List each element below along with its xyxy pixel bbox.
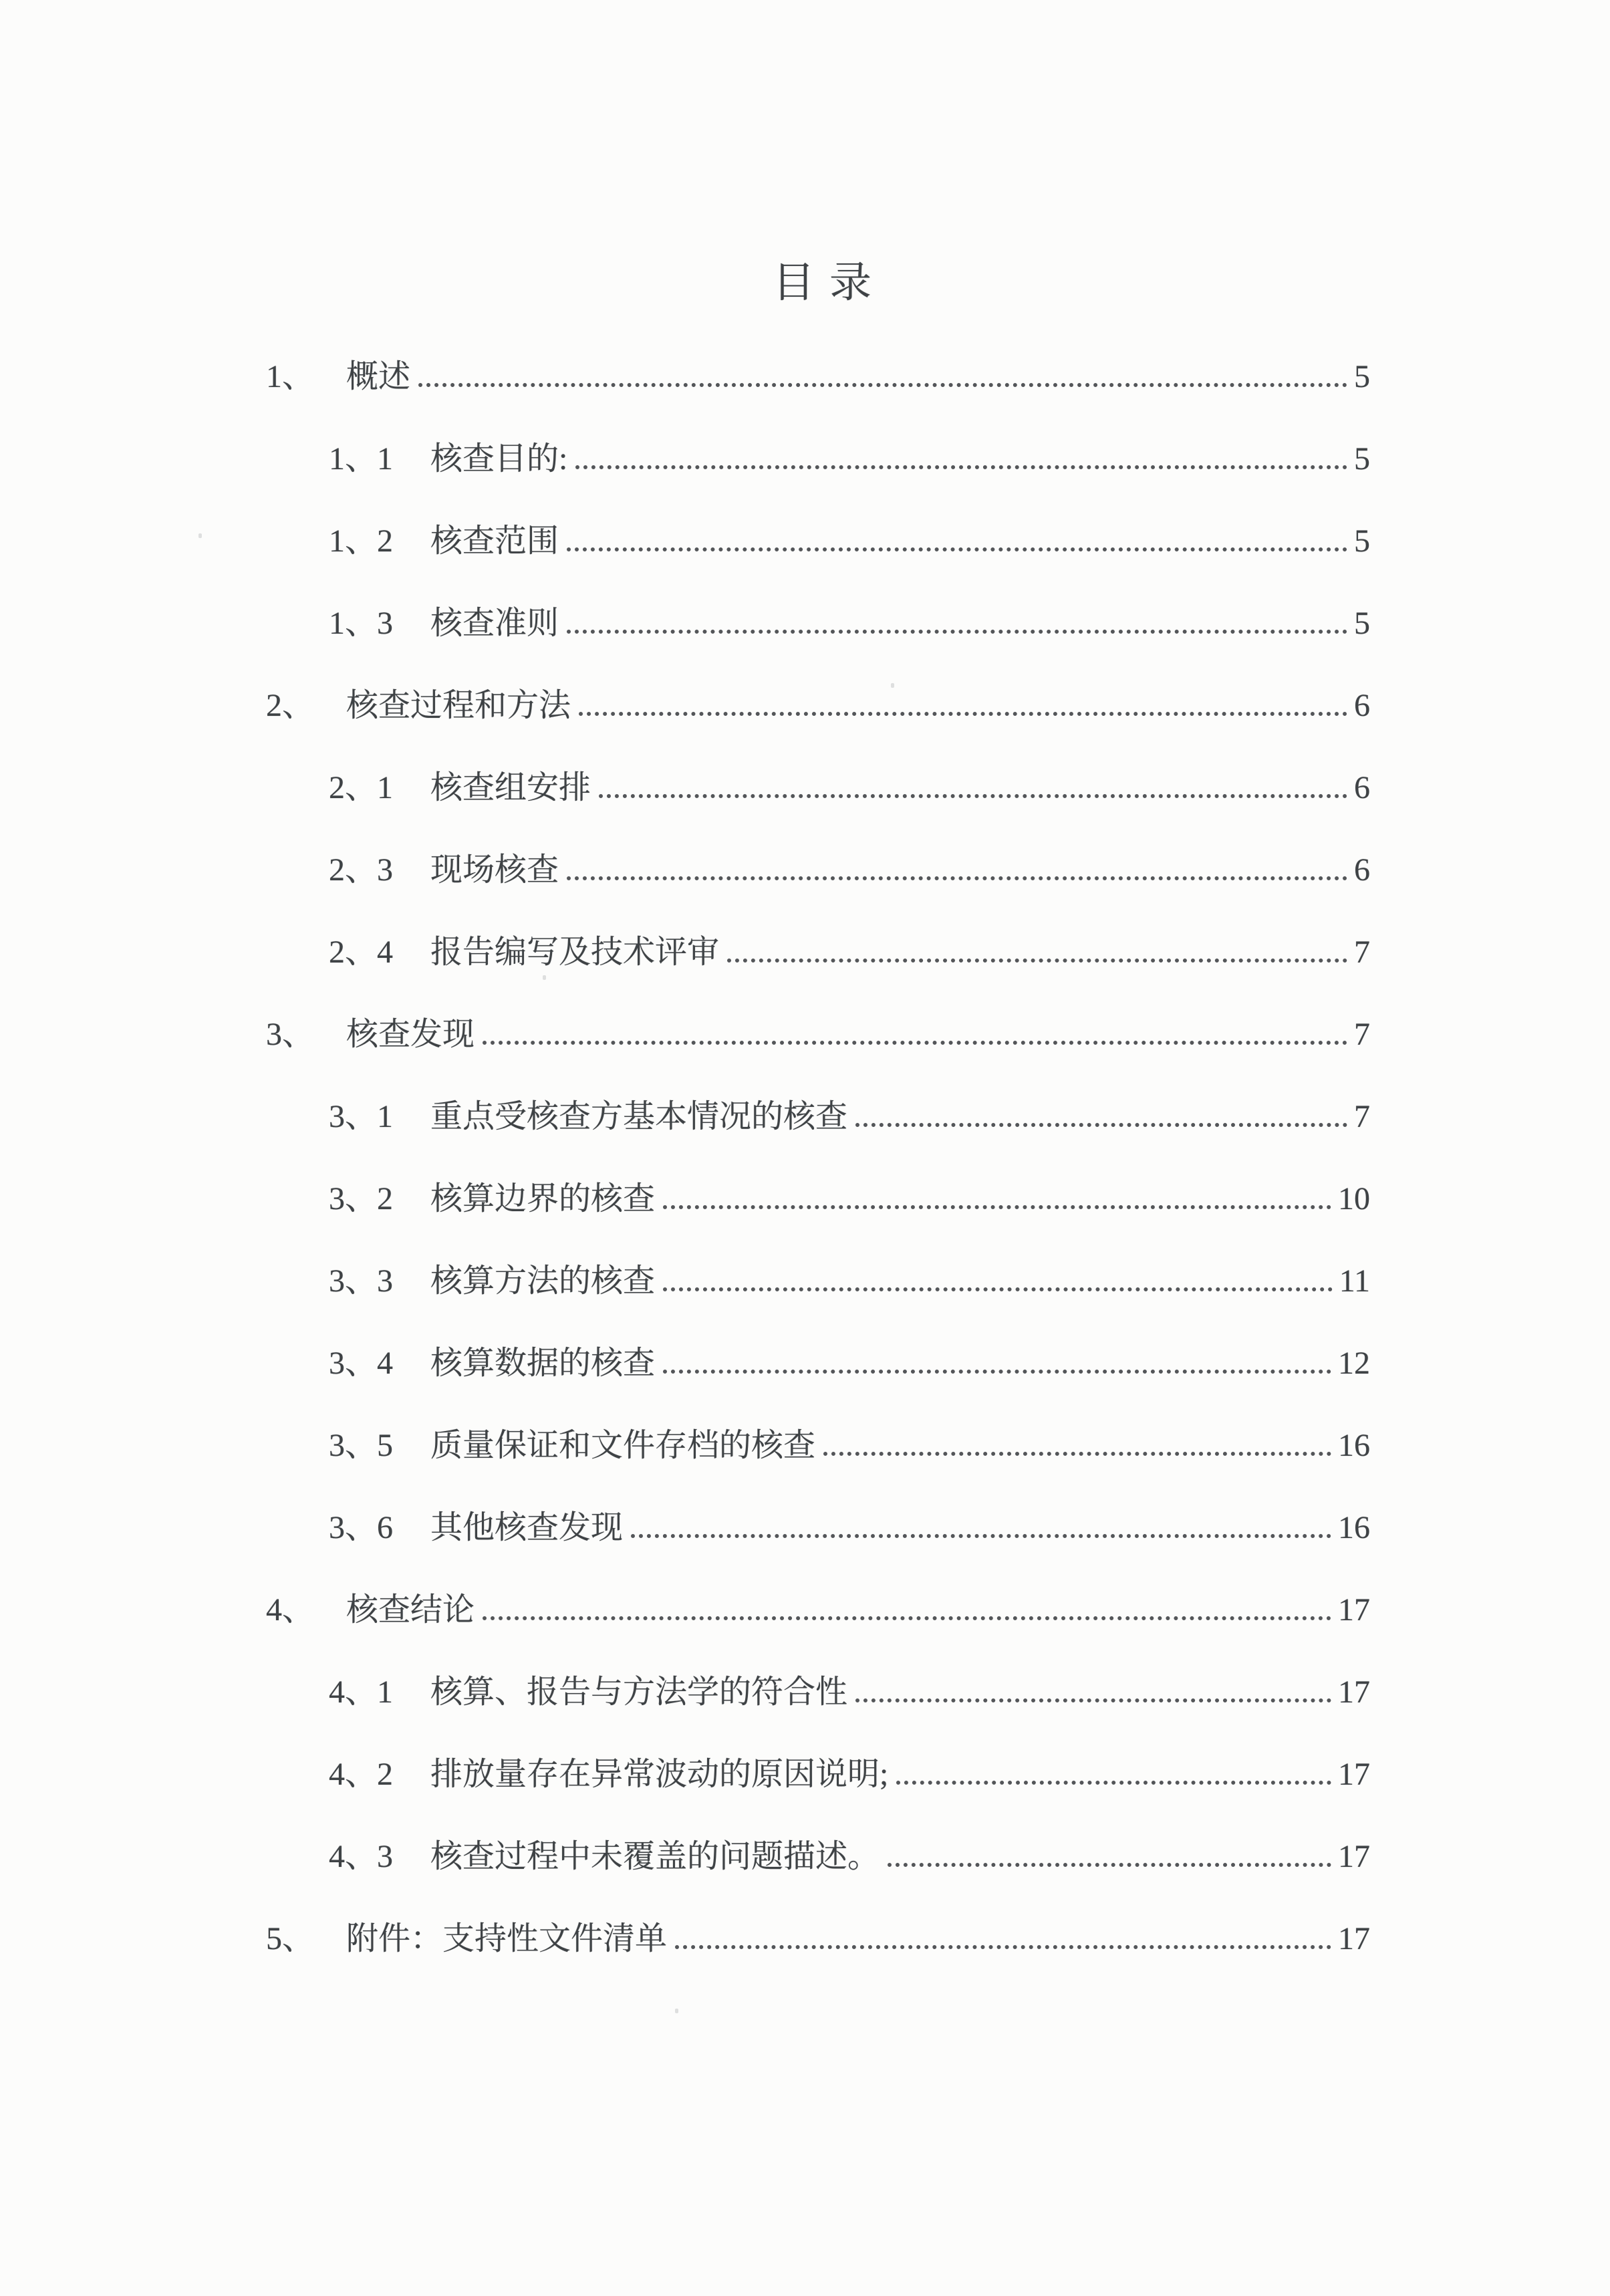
toc-entry [266,1658,1370,1708]
toc-entry-page: 17 [1338,1757,1370,1792]
toc-entry-label: 核算、报告与方法学的符合性 [430,1674,848,1710]
toc-entry [266,836,1370,886]
dotted-leader [483,1041,1347,1045]
page-title: 目录 [773,259,886,306]
dotted-leader [599,794,1347,798]
toc-entry [266,424,1370,475]
toc-entry-page: 10 [1338,1181,1370,1217]
dotted-leader [896,1781,1331,1785]
toc-entry-number: 2、4 [329,934,394,970]
toc-entry-number: 3、 [266,1017,315,1052]
toc-entry [266,1575,1370,1626]
toc-entry-page: 6 [1354,688,1370,723]
scan-speck [543,975,546,980]
toc-entry-page: 17 [1338,1921,1370,1956]
toc-entry-page: 17 [1338,1592,1370,1628]
toc-entry-number: 3、6 [329,1510,394,1545]
toc-entry-page: 7 [1354,1017,1370,1052]
toc-entry-number: 4、3 [329,1839,394,1874]
toc-entry [266,507,1370,557]
toc-entry-label: 现场核查 [430,852,559,888]
toc-entry-label: 核查组安排 [430,770,591,805]
toc-entry-number: 1、1 [329,441,394,477]
toc-entry-label: 核查结论 [346,1592,475,1628]
toc-entry-number: 2、3 [329,852,394,888]
toc-entry-page: 7 [1354,1099,1370,1134]
toc-entry-label: 核查过程和方法 [346,688,571,723]
toc-entry [266,1082,1370,1133]
dotted-leader [727,959,1347,963]
toc-entry-label: 核算边界的核查 [430,1181,656,1217]
dotted-leader [418,383,1347,387]
toc-entry-page: 5 [1354,359,1370,394]
dotted-leader [855,1698,1331,1702]
toc-entry-number: 2、 [266,688,315,723]
dotted-leader [675,1945,1331,1949]
toc-entry-label: 核算数据的核查 [430,1346,656,1381]
toc-entry-label: 核查范围 [430,523,559,559]
toc-entry [266,342,1370,393]
toc-entry-number: 3、2 [329,1181,394,1217]
toc-entry [266,1247,1370,1297]
toc-entry-page: 17 [1338,1839,1370,1874]
dotted-leader [575,465,1347,469]
toc-entry [266,1164,1370,1215]
toc-entry-number: 4、2 [329,1757,394,1792]
dotted-leader [567,876,1347,880]
toc-entry-label: 核查目的: [430,441,568,477]
toc-entry-number: 3、5 [329,1428,394,1463]
toc-entry-page: 6 [1354,770,1370,805]
scan-speck [891,683,894,688]
toc-entry [266,1904,1370,1955]
toc-entry-number: 1、2 [329,523,394,559]
dotted-leader [579,712,1347,716]
toc-entry-label: 其他核查发现 [430,1510,624,1545]
toc-entry-number: 2、1 [329,770,394,805]
dotted-leader [663,1370,1331,1374]
toc-entry [266,1329,1370,1380]
toc-entry-label: 报告编写及技术评审 [430,934,720,970]
toc-entry [266,1740,1370,1791]
toc-entry-label: 核查过程中未覆盖的问题描述。 [430,1839,880,1874]
toc-entry-page: 16 [1338,1428,1370,1463]
dotted-leader [663,1205,1331,1209]
toc-entry [266,671,1370,722]
toc-entry [266,1493,1370,1544]
toc-entry-label: 核查发现 [346,1017,475,1052]
scan-speck [198,533,202,538]
toc-entry-page: 5 [1354,606,1370,641]
toc-entry-number: 1、 [266,359,315,394]
toc-entry-page: 12 [1338,1346,1370,1381]
toc-entry [266,1411,1370,1462]
toc-entry-page: 5 [1354,523,1370,559]
dotted-leader [663,1287,1333,1291]
toc-entry [266,1000,1370,1051]
dotted-leader [567,630,1347,634]
dotted-leader [823,1452,1331,1456]
dotted-leader [888,1863,1331,1867]
dotted-leader [631,1534,1331,1538]
toc-entry-page: 17 [1338,1674,1370,1710]
toc-entry-label: 质量保证和文件存档的核查 [430,1428,816,1463]
toc-entry-label: 核算方法的核查 [430,1263,656,1299]
toc-entry-number: 1、3 [329,606,394,641]
toc-entry-page: 6 [1354,852,1370,888]
toc-entry-number: 4、 [266,1592,315,1628]
toc-entry-label: 概述 [346,359,411,394]
toc-entry [266,753,1370,804]
toc-entry-label: 排放量存在异常波动的原因说明; [430,1757,889,1792]
toc-entry-number: 5、 [266,1921,315,1956]
scan-speck [675,2009,678,2013]
toc-entry [266,589,1370,640]
toc-entry-page: 7 [1354,934,1370,970]
toc-entry [266,1822,1370,1873]
toc-entry-number: 4、1 [329,1674,394,1710]
toc-entry-label: 核查准则 [430,606,559,641]
dotted-leader [567,547,1347,551]
dotted-leader [855,1123,1347,1127]
toc-entry-label: 附件：支持性文件清单 [346,1921,668,1956]
toc-entry-page: 5 [1354,441,1370,477]
dotted-leader [483,1616,1331,1620]
toc-entry-page: 16 [1338,1510,1370,1545]
toc-entry-number: 3、4 [329,1346,394,1381]
toc-entry-number: 3、1 [329,1099,394,1134]
toc-entry-number: 3、3 [329,1263,394,1299]
toc-entry-label: 重点受核查方基本情况的核查 [430,1099,848,1134]
toc-entry-page: 11 [1339,1263,1370,1299]
toc-entry [266,918,1370,969]
